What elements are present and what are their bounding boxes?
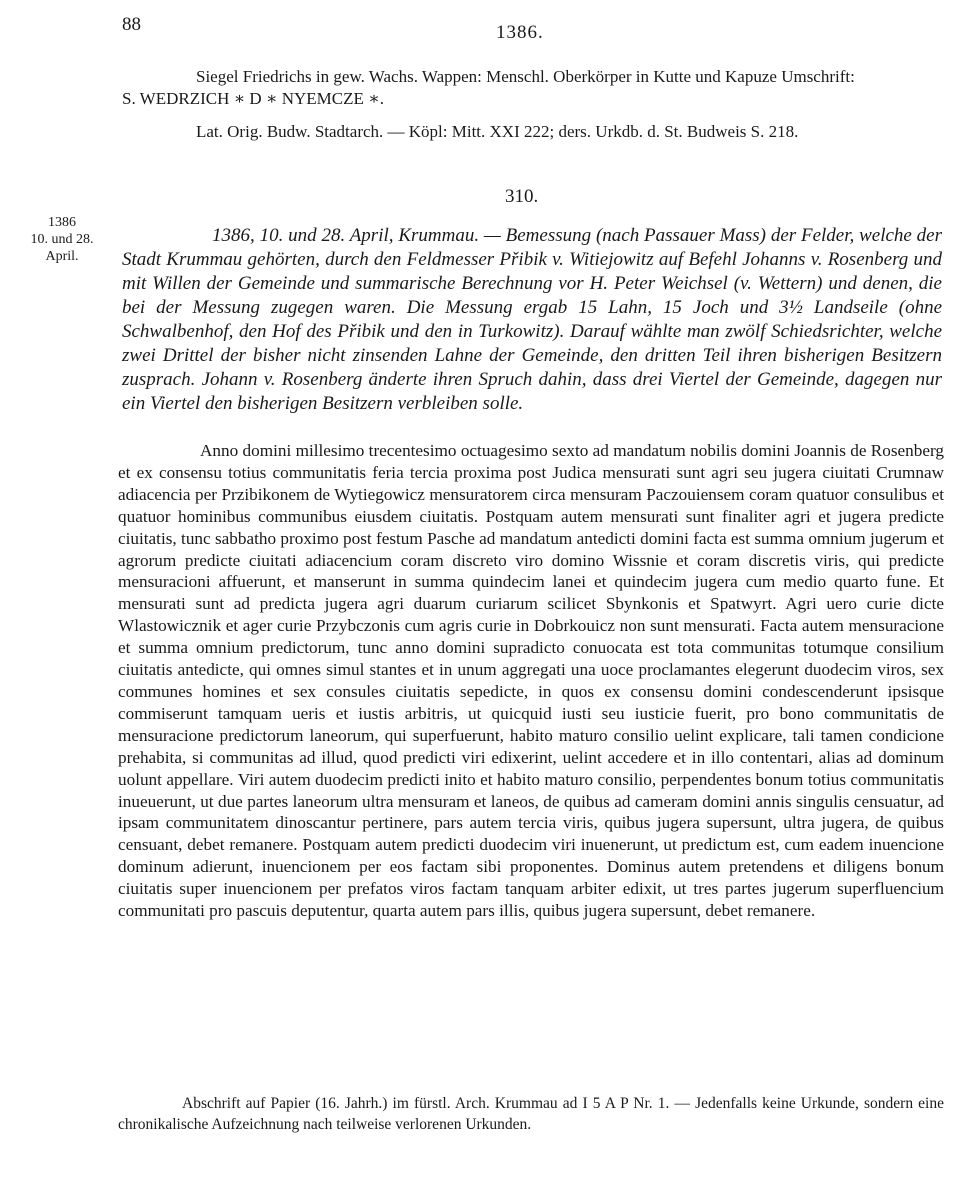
- latin-charter-text: [118, 440, 944, 922]
- previous-source-line: Lat. Orig. Budw. Stadtarch. — Köpl: Mitt. XXI 222; ders. Urkdb. d. St. Budweis S. 218.: [196, 122, 799, 141]
- document-number: 310.: [505, 186, 539, 207]
- running-title: 1386.: [496, 22, 544, 43]
- margin-month: April.: [45, 249, 79, 264]
- seal-line: Siegel Friedrichs in gew. Wachs. Wappen: Menschl. Oberkörper in Kutte und Kapuze Umschrift:: [196, 67, 855, 86]
- source-note: [118, 1093, 944, 1135]
- seal-inscription: S. WEDRZICH ∗ D ∗ NYEMCZE ∗.: [122, 89, 384, 108]
- source-note-text: Abschrift auf Papier (16. Jahrh.) im fürstl. Arch. Krummau ad I 5 A P Nr. 1. — Jedenfalls keine Urkunde, sondern eine chronikalische Aufzeichnung nach teilweise verlorenen Urkunden.: [118, 1095, 944, 1133]
- page-number: 88: [122, 14, 141, 35]
- margin-year: 1386: [48, 215, 76, 230]
- seal-description: [122, 66, 942, 110]
- regest-summary: [122, 224, 942, 416]
- margin-days: 10. und 28.: [30, 232, 94, 247]
- margin-date-note: [12, 214, 112, 265]
- charter-paragraph: Anno domini millesimo trecentesimo octuagesimo sexto ad mandatum nobilis domini Joannis de Rosenberg et ex consensu totius communitatis feria tercia proxima post Judica mensurati sunt agri seu jugera ciuitati Crumnaw adiacencia per Przibikonem de Wytiegowicz mensuratorem circa mensuram Paczouiensem coram quatuor consulibus et quatuor hominibus communibus eiusdem ciuitatis. Postquam autem mensurati sunt finaliter agri et jugera predicte ciuitatis, tunc sabbatho proximo post festum Pasche ad mandatum antedicti domini facta est summa omnium jugerum et agrorum predicte ciuitati adiacencium coram discreto viro domino Wissnie et coram discretis viris, qui predicte mensuracioni affuerunt, et manserunt in summa quindecim lanei et quindecim jugera cum medio quarto fune. Et mensurati sunt ad predicta jugera agri duarum curiarum scilicet Sbynkonis et Spatwyrt. Agri uero curie dicte Wlastowicznik et ager curie Przybczonis cum agris curie in Dobrkouicz non sunt mensurati. Facta autem mensuracione et summa omnium predictorum, tunc anno domini supradicto conuocata est tota communitas totumque consilium ciuitatis antedicte, qui omnes simul stantes et in unum aggregati una uoce proclamantes elegerunt duodecim viros, sex communes homines et sex consules ciuitatis sepedicte, in quos ex consensu domini condescenderunt ipsisque commiserunt tamquam ueris et iustis arbitris, ut quicquid iusti seu iusticie fuerit, pro bono communitatis de mensuracione predictorum laneorum, qui superfuerunt, habito maturo consilio uelint explicare, tali tamen condicione prehabita, si communitas ad illud, quod predicti viri edixerint, uelint accedere et in illo contentari, alias ad dominum uolunt appellare. Viri autem duodecim predicti inito et habito maturo consilio, perpendentes bonum totius communitatis inueuerunt, ut due partes laneorum ultra mensuram et laneos, de quibus ad cameram domini annis singulis censuatur, ad ipsam communitatem dinoscantur pertinere, pars autem tercia viris, quibus jugera supersunt, ultra jugera, de quibus censuant, debet remanere. Postquam autem predicti duodecim viri inuenerunt, ut predictum est, cum eadem inuencione dominum adierunt, inuencionem per eos factam sibi proponentes. Dominus autem pretendens et diligens bonum ciuitatis super inuencionem per prefatos viros factam tanquam arbiter edixit, ut tres partes jugerum superfluencium communitati pro pascuis deputentur, quarta autem pars illis, quibus jugera supersunt, debet remanere.: [118, 441, 944, 921]
- regest-text: 1386, 10. und 28. April, Krummau. — Bemessung (nach Passauer Mass) der Felder, welche der Stadt Krummau gehörten, durch den Feldmesser Přibik v. Witiejowitz auf Befehl Johanns v. Rosenberg und mit Willen der Gemeinde und summarische Berechnung vor H. Peter Weichsel (v. Wettern) und denen, die bei der Messung zugegen waren. Die Messung ergab 15 Lahn, 15 Joch und 3½ Landseile (ohne Schwalbenhof, den Hof des Přibik und den in Turkowitz). Darauf wählte man zwölf Schiedsrichter, welche zwei Drittel der bisher nicht zinsenden Lahne der Gemeinde, den dritten Teil ihren bisherigen Besitzern zusprach. Johann v. Rosenberg änderte ihren Spruch dahin, dass drei Viertel der Gemeinde, dagegen nur ein Viertel den bisherigen Besitzern verbleiben solle.: [122, 225, 942, 414]
